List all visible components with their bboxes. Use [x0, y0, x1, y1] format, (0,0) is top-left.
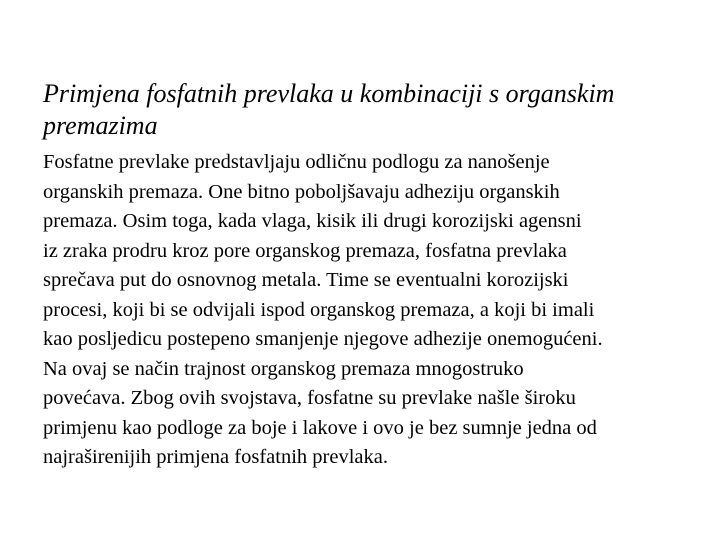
body-line: primjenu kao podloge za boje i lakove i ovo je bez sumnje jedna od	[43, 416, 597, 439]
body-line: najraširenijih primjena fosfatnih prevlaka.	[43, 446, 388, 468]
body-line: procesi, koji bi se odvijali ispod organskog premaza, a koji bi imali	[43, 298, 595, 321]
slide-title	[43, 78, 703, 142]
title-line: premazima	[43, 111, 158, 140]
body-line: sprečava put do osnovnog metala. Time se eventualni korozijski	[43, 269, 569, 291]
body-line: organskih premaza. One bitno poboljšavaju adheziju organskih	[43, 180, 560, 203]
body-line: iz zraka prodru kroz pore organskog premaza, fosfatna prevlaka	[43, 239, 567, 262]
body-line: premaza. Osim toga, kada vlaga, kisik ili drugi korozijski agensni	[43, 210, 582, 232]
title-line: Primjena fosfatnih prevlaka u kombinaciji s organskim	[43, 79, 615, 108]
body-line: Fosfatne prevlake predstavljaju odličnu podlogu za nanošenje	[43, 151, 550, 173]
body-line: povećava. Zbog ovih svojstava, fosfatne su prevlake našle široku	[43, 387, 576, 409]
body-line: Na ovaj se način trajnost organskog premaza mnogostruko	[43, 357, 524, 380]
body-line: kao posljedicu postepeno smanjenje njegove adhezije onemogućeni.	[43, 328, 603, 350]
body-paragraph	[43, 148, 715, 473]
